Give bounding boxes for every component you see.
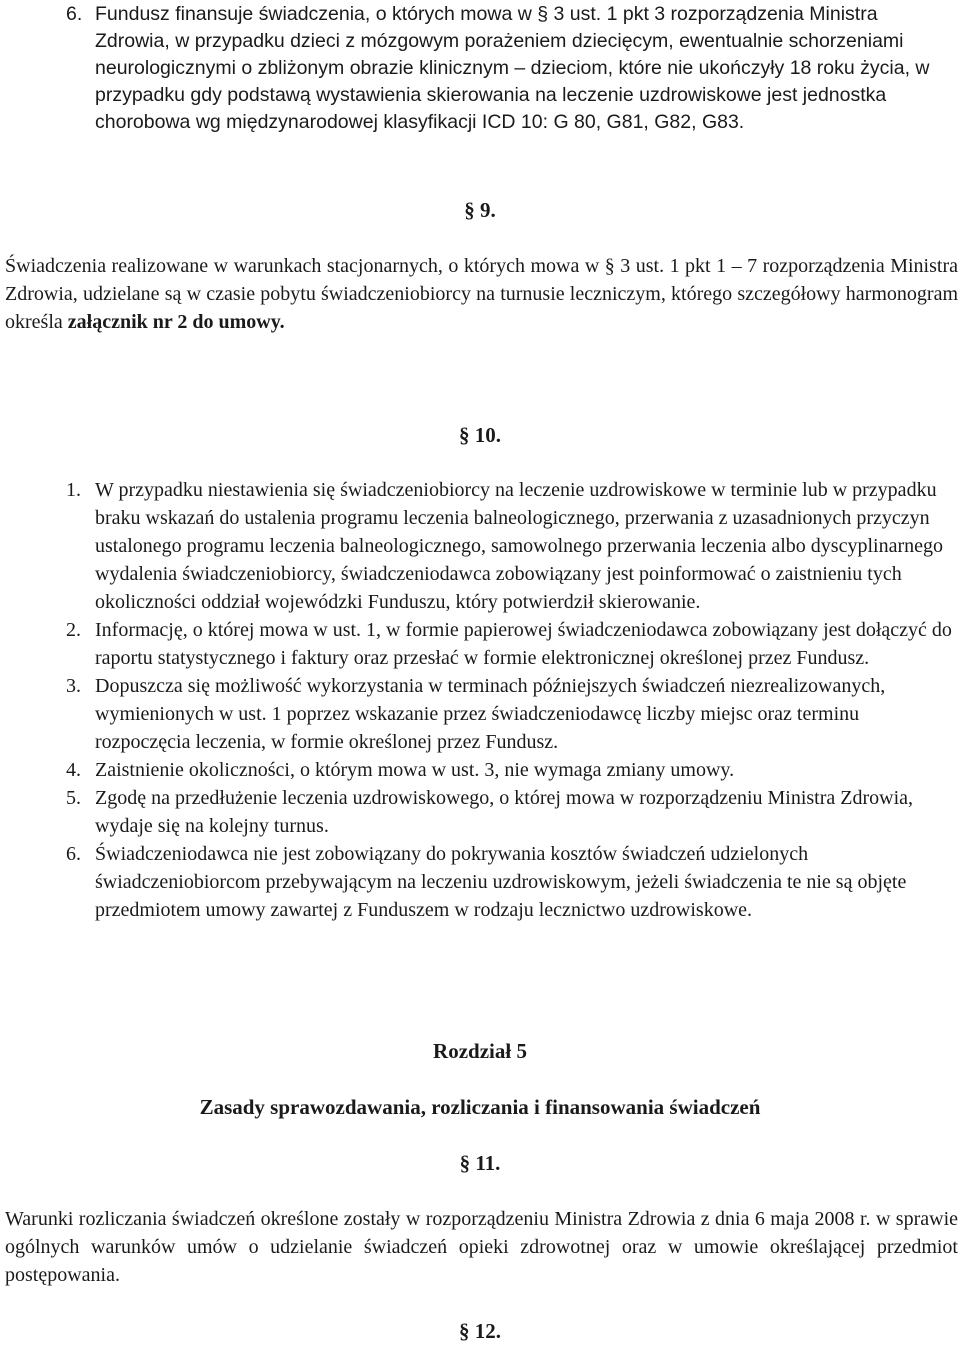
section-10-list <box>66 476 956 924</box>
list-item-text: Świadczeniodawca nie jest zobowiązany do pokrywania kosztów świadczeń udzielonych świadczeniobiorcom przebywającym na leczeniu uzdrowiskowym, jeżeli świadczenia te nie są objęte przedmiotem umowy zawartej z Funduszem w rodzaju lecznictwo uzdrowiskowe. <box>95 843 907 921</box>
section-9-heading: § 9. <box>464 198 496 222</box>
section-12-heading: § 12. <box>459 1319 501 1343</box>
list-item-number: 2. <box>66 619 81 641</box>
list-item-text: W przypadku niestawienia się świadczeniobiorcy na leczenie uzdrowiskowe w terminie lub w przypadku braku wskazań do ustalenia programu leczenia balneologicznego, przerwania z uzasadnionych przyczyn ustalonego programu leczenia balneologicznego, samowolnego przerwania leczenia albo dyscyplinarnego wydalenia świadczeniobiorcy, świadczeniodawca zobowiązany jest poinformować o zaistnieniu tych okoliczności oddział wojewódzki Funduszu, który potwierdził skierowanie. <box>95 479 943 613</box>
list-item-text: Zgodę na przedłużenie leczenia uzdrowiskowego, o której mowa w rozporządzeniu Ministra Zdrowia, wydaje się na kolejny turnus. <box>95 787 914 837</box>
list-item <box>66 840 956 924</box>
section-11-heading: § 11. <box>459 1151 501 1175</box>
list-item-text: Zaistnienie okoliczności, o którym mowa w ust. 3, nie wymaga zmiany umowy. <box>95 759 735 781</box>
list-item-number: 1. <box>66 479 81 501</box>
list-item <box>66 784 956 840</box>
item-number: 6. <box>66 3 83 25</box>
chapter-title: Rozdział 5 <box>433 1039 527 1063</box>
list-item-number: 5. <box>66 787 81 809</box>
list-item-number: 6. <box>66 843 81 865</box>
chapter-subtitle: Zasady sprawozdawania, rozliczania i finansowania świadczeń <box>199 1095 761 1119</box>
section-10-heading: § 10. <box>459 423 501 447</box>
list-item <box>66 616 956 672</box>
top-list-item <box>66 1 946 136</box>
list-item <box>66 756 956 784</box>
section-9-paragraph <box>5 252 958 336</box>
section-9-text: Świadczenia realizowane w warunkach stacjonarnych, o których mowa w § 3 ust. 1 pkt 1 – 7 rozporządzenia Ministra Zdrowia, udzielane są w czasie pobytu świadczeniobiorcy na turnusie leczniczym, którego szczegółowy harmonogram określa <box>5 255 958 333</box>
section-9-bold-reference: załącznik nr 2 do umowy. <box>67 311 285 333</box>
section-11-paragraph: Warunki rozliczania świadczeń określone zostały w rozporządzeniu Ministra Zdrowia z dnia 6 maja 2008 r. w sprawie ogólnych warunków umów o udzielanie świadczeń opieki zdrowotnej oraz w umowie określającej przedmiot postępowania. <box>5 1208 958 1286</box>
list-item-text: Dopuszcza się możliwość wykorzystania w terminach późniejszych świadczeń niezrealizowanych, wymienionych w ust. 1 poprzez wskazanie przez świadczeniodawcę liczby miejsc oraz terminu rozpoczęcia leczenia, w formie określonej przez Fundusz. <box>95 675 886 753</box>
list-item-number: 3. <box>66 675 81 697</box>
list-item <box>66 672 956 756</box>
item-text: Fundusz finansuje świadczenia, o których mowa w § 3 ust. 1 pkt 3 rozporządzenia Ministra Zdrowia, w przypadku dzieci z mózgowym porażeniem dziecięcym, ewentualnie schorzeniami neurologicznymi o zbliżonym obrazie klinicznym – dzieciom, które nie ukończyły 18 roku życia, w przypadku gdy podstawą wystawienia skierowania na leczenie uzdrowiskowe jest jednostka chorobowa wg międzynarodowej klasyfikacji ICD 10: G 80, G81, G82, G83. <box>95 3 930 133</box>
list-item-number: 4. <box>66 759 81 781</box>
list-item <box>66 476 956 616</box>
list-item-text: Informację, o której mowa w ust. 1, w formie papierowej świadczeniodawca zobowiązany jest dołączyć do raportu statystycznego i faktury oraz przesłać w formie elektronicznej określonej przez Fundusz. <box>95 619 952 669</box>
